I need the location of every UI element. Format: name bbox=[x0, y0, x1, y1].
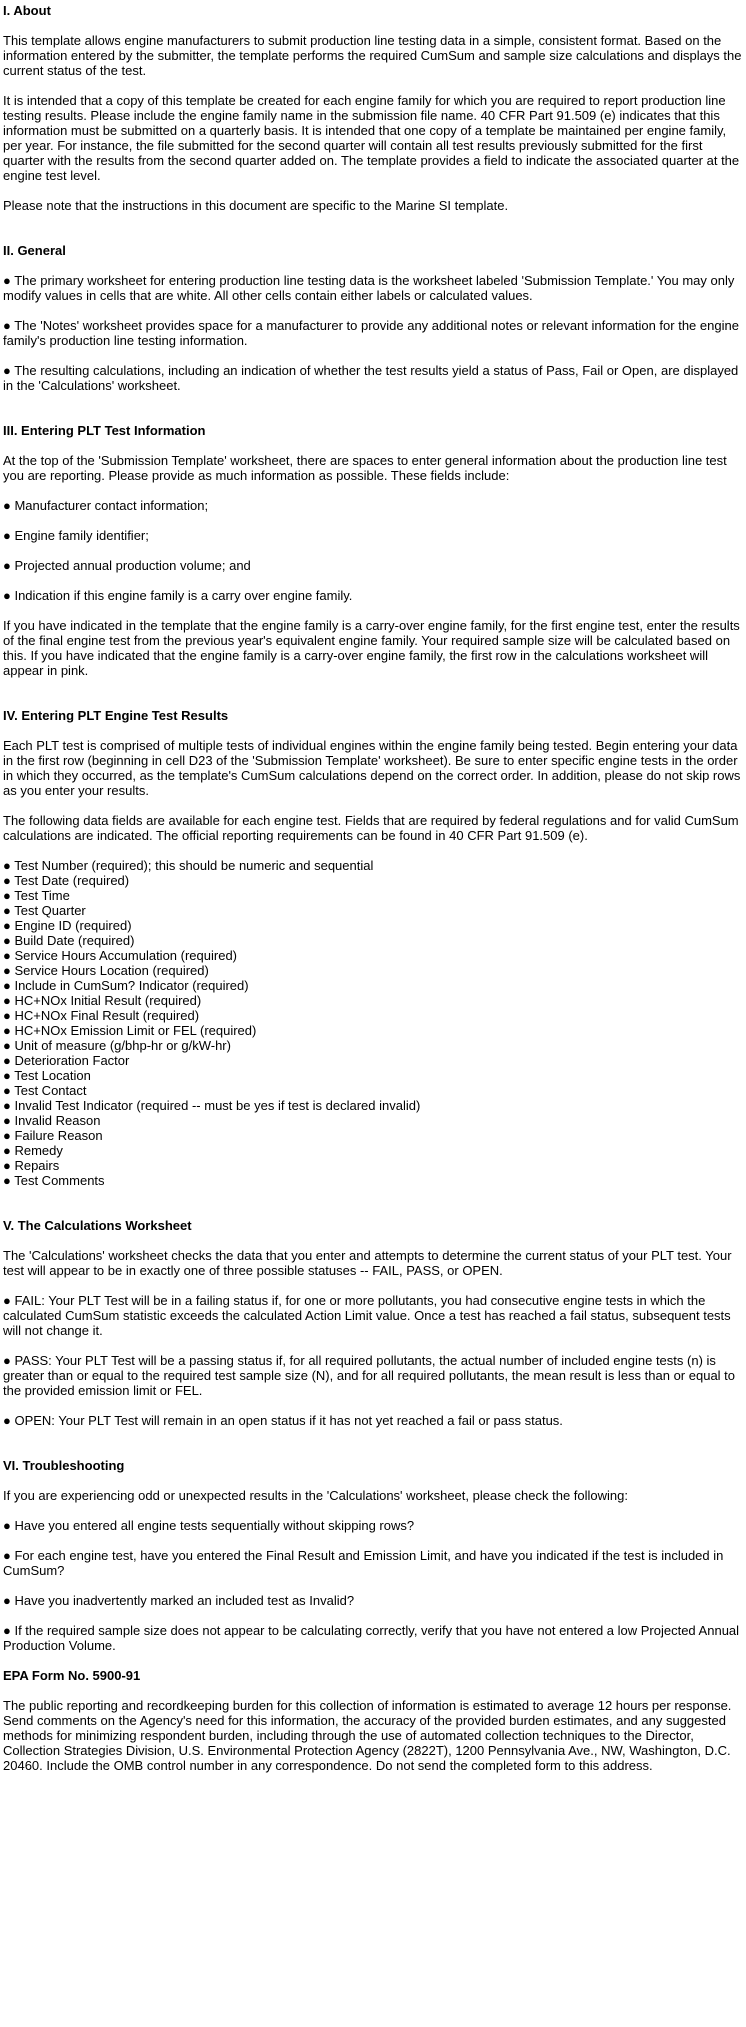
section-heading: V. The Calculations Worksheet bbox=[3, 1218, 192, 1233]
list-item: ● Remedy bbox=[3, 1143, 63, 1158]
paragraph: If you have indicated in the template that the engine family is a carry-over engine family, for the first engine test, enter the results of the final engine test from the previous year's equivalent engine family. Your required sample size will be calculated based on this. If you have indicated that the engine family is a carry-over engine family, the first row in the calculations worksheet will appear in pink. bbox=[3, 618, 740, 678]
bullet-paragraph: ● The resulting calculations, including an indication of whether the test results yield a status of Pass, Fail or Open, are displayed in the 'Calculations' worksheet. bbox=[3, 363, 739, 393]
list-item: ● Invalid Reason bbox=[3, 1113, 101, 1128]
list-item: ● Unit of measure (g/bhp-hr or g/kW-hr) bbox=[3, 1038, 231, 1053]
bullet-paragraph: ● Indication if this engine family is a carry over engine family. bbox=[3, 588, 353, 603]
paragraph: It is intended that a copy of this template be created for each engine family for which you are required to report production line testing results. Please include the engine family name in the submission file name. 40 CFR Part 91.509 (e) indicates that this information must be submitted on a quarterly basis. It is intended that one copy of a template be maintained per engine family, per year. For instance, the file submitted for the second quarter will contain all test results previously submitted for the first quarter with the results from the second quarter added on. The template provides a field to indicate the associated quarter at the engine test level. bbox=[3, 93, 740, 183]
bullet-paragraph: ● Have you inadvertently marked an included test as Invalid? bbox=[3, 1593, 355, 1608]
paragraph: This template allows engine manufacturers to submit production line testing data in a simple, consistent format. Based on the information entered by the submitter, the template performs the required CumSum and sample size calculations and displays the current status of the test. bbox=[3, 33, 742, 78]
list-item: ● Test Location bbox=[3, 1068, 91, 1083]
section-heading: II. General bbox=[3, 243, 66, 258]
list-item: ● Invalid Test Indicator (required -- must be yes if test is declared invalid) bbox=[3, 1098, 421, 1113]
bullet-paragraph: ● Engine family identifier; bbox=[3, 528, 149, 543]
list-item: ● Test Number (required); this should be numeric and sequential bbox=[3, 858, 374, 873]
list-item: ● Test Date (required) bbox=[3, 873, 130, 888]
section-heading: I. About bbox=[3, 3, 51, 18]
bullet-paragraph: ● Have you entered all engine tests sequentially without skipping rows? bbox=[3, 1518, 415, 1533]
list-item: ● Failure Reason bbox=[3, 1128, 103, 1143]
paragraph: If you are experiencing odd or unexpected results in the 'Calculations' worksheet, please check the following: bbox=[3, 1488, 628, 1503]
list-item: ● Service Hours Location (required) bbox=[3, 963, 209, 978]
paragraph: Please note that the instructions in this document are specific to the Marine SI template. bbox=[3, 198, 509, 213]
bullet-paragraph: ● The 'Notes' worksheet provides space for a manufacturer to provide any additional notes or relevant information for the engine family's production line testing information. bbox=[3, 318, 739, 348]
list-item: ● Include in CumSum? Indicator (required) bbox=[3, 978, 249, 993]
section-epa-form bbox=[3, 1668, 743, 1773]
bullet-paragraph: ● For each engine test, have you entered the Final Result and Emission Limit, and have you indicated if the test is included in CumSum? bbox=[3, 1548, 724, 1578]
list-item: ● Deterioration Factor bbox=[3, 1053, 130, 1068]
bullet-paragraph: ● The primary worksheet for entering production line testing data is the worksheet labeled 'Submission Template.' You may only modify values in cells that are white. All other cells contain either labels or calculated values. bbox=[3, 273, 735, 303]
section-entering-test-information bbox=[3, 423, 743, 678]
section-heading: III. Entering PLT Test Information bbox=[3, 423, 206, 438]
list-item: ● HC+NOx Emission Limit or FEL (required) bbox=[3, 1023, 257, 1038]
section-troubleshooting bbox=[3, 1458, 743, 1653]
list-item: ● HC+NOx Final Result (required) bbox=[3, 1008, 200, 1023]
list-item: ● Test Contact bbox=[3, 1083, 87, 1098]
list-item: ● Service Hours Accumulation (required) bbox=[3, 948, 237, 963]
bullet-paragraph: ● Projected annual production volume; and bbox=[3, 558, 251, 573]
section-general bbox=[3, 243, 743, 393]
bullet-paragraph: ● FAIL: Your PLT Test will be in a failing status if, for one or more pollutants, you had consecutive engine tests in which the calculated CumSum statistic exceeds the calculated Action Limit value. Once a test has reached a fail status, subsequent tests will not change it. bbox=[3, 1293, 731, 1338]
burden-statement: The public reporting and recordkeeping burden for this collection of information is estimated to average 12 hours per response. Send comments on the Agency's need for this information, the accuracy of the provided burden estimates, and any suggested methods for minimizing respondent burden, including through the use of automated collection techniques to the Director, Collection Strategies Division, U.S. Environmental Protection Agency (2822T), 1200 Pennsylvania Ave., NW, Washington, D.C. 20460. Include the OMB control number in any correspondence. Do not send the completed form to this address. bbox=[3, 1698, 732, 1773]
paragraph: The 'Calculations' worksheet checks the data that you enter and attempts to determine the current status of your PLT test. Your test will appear to be in exactly one of three possible statuses -- FAIL, PASS, or OPEN. bbox=[3, 1248, 732, 1278]
bullet-paragraph: ● If the required sample size does not appear to be calculating correctly, verify that you have not entered a low Projected Annual Production Volume. bbox=[3, 1623, 740, 1653]
list-item: ● Test Comments bbox=[3, 1173, 105, 1188]
list-item: ● HC+NOx Initial Result (required) bbox=[3, 993, 202, 1008]
list-item: ● Repairs bbox=[3, 1158, 60, 1173]
data-field-list bbox=[3, 858, 743, 1188]
list-item: ● Build Date (required) bbox=[3, 933, 135, 948]
bullet-paragraph: ● Manufacturer contact information; bbox=[3, 498, 209, 513]
bullet-paragraph: ● OPEN: Your PLT Test will remain in an open status if it has not yet reached a fail or pass status. bbox=[3, 1413, 563, 1428]
paragraph: The following data fields are available for each engine test. Fields that are required by federal regulations and for valid CumSum calculations are indicated. The official reporting requirements can be found in 40 CFR Part 91.509 (e). bbox=[3, 813, 739, 843]
list-item: ● Test Quarter bbox=[3, 903, 86, 918]
paragraph: Each PLT test is comprised of multiple tests of individual engines within the engine family being tested. Begin entering your data in the first row (beginning in cell D23 of the 'Submission Template' worksheet). Be sure to enter specific engine tests in the order in which they occurred, as the template's CumSum calculations depend on the correct order. In addition, please do not skip rows as you enter your results. bbox=[3, 738, 741, 798]
bullet-paragraph: ● PASS: Your PLT Test will be a passing status if, for all required pollutants, the actual number of included engine tests (n) is greater than or equal to the required test sample size (N), and for all required pollutants, the mean result is less than or equal to the provided emission limit or FEL. bbox=[3, 1353, 736, 1398]
section-heading: IV. Entering PLT Engine Test Results bbox=[3, 708, 229, 723]
form-number-heading: EPA Form No. 5900-91 bbox=[3, 1668, 141, 1683]
list-item: ● Test Time bbox=[3, 888, 70, 903]
paragraph: At the top of the 'Submission Template' worksheet, there are spaces to enter general information about the production line test you are reporting. Please provide as much information as possible. These fields include: bbox=[3, 453, 727, 483]
section-calculations-worksheet bbox=[3, 1218, 743, 1428]
list-item: ● Engine ID (required) bbox=[3, 918, 132, 933]
section-entering-engine-test-results bbox=[3, 708, 743, 1188]
section-heading: VI. Troubleshooting bbox=[3, 1458, 125, 1473]
section-about bbox=[3, 3, 743, 213]
